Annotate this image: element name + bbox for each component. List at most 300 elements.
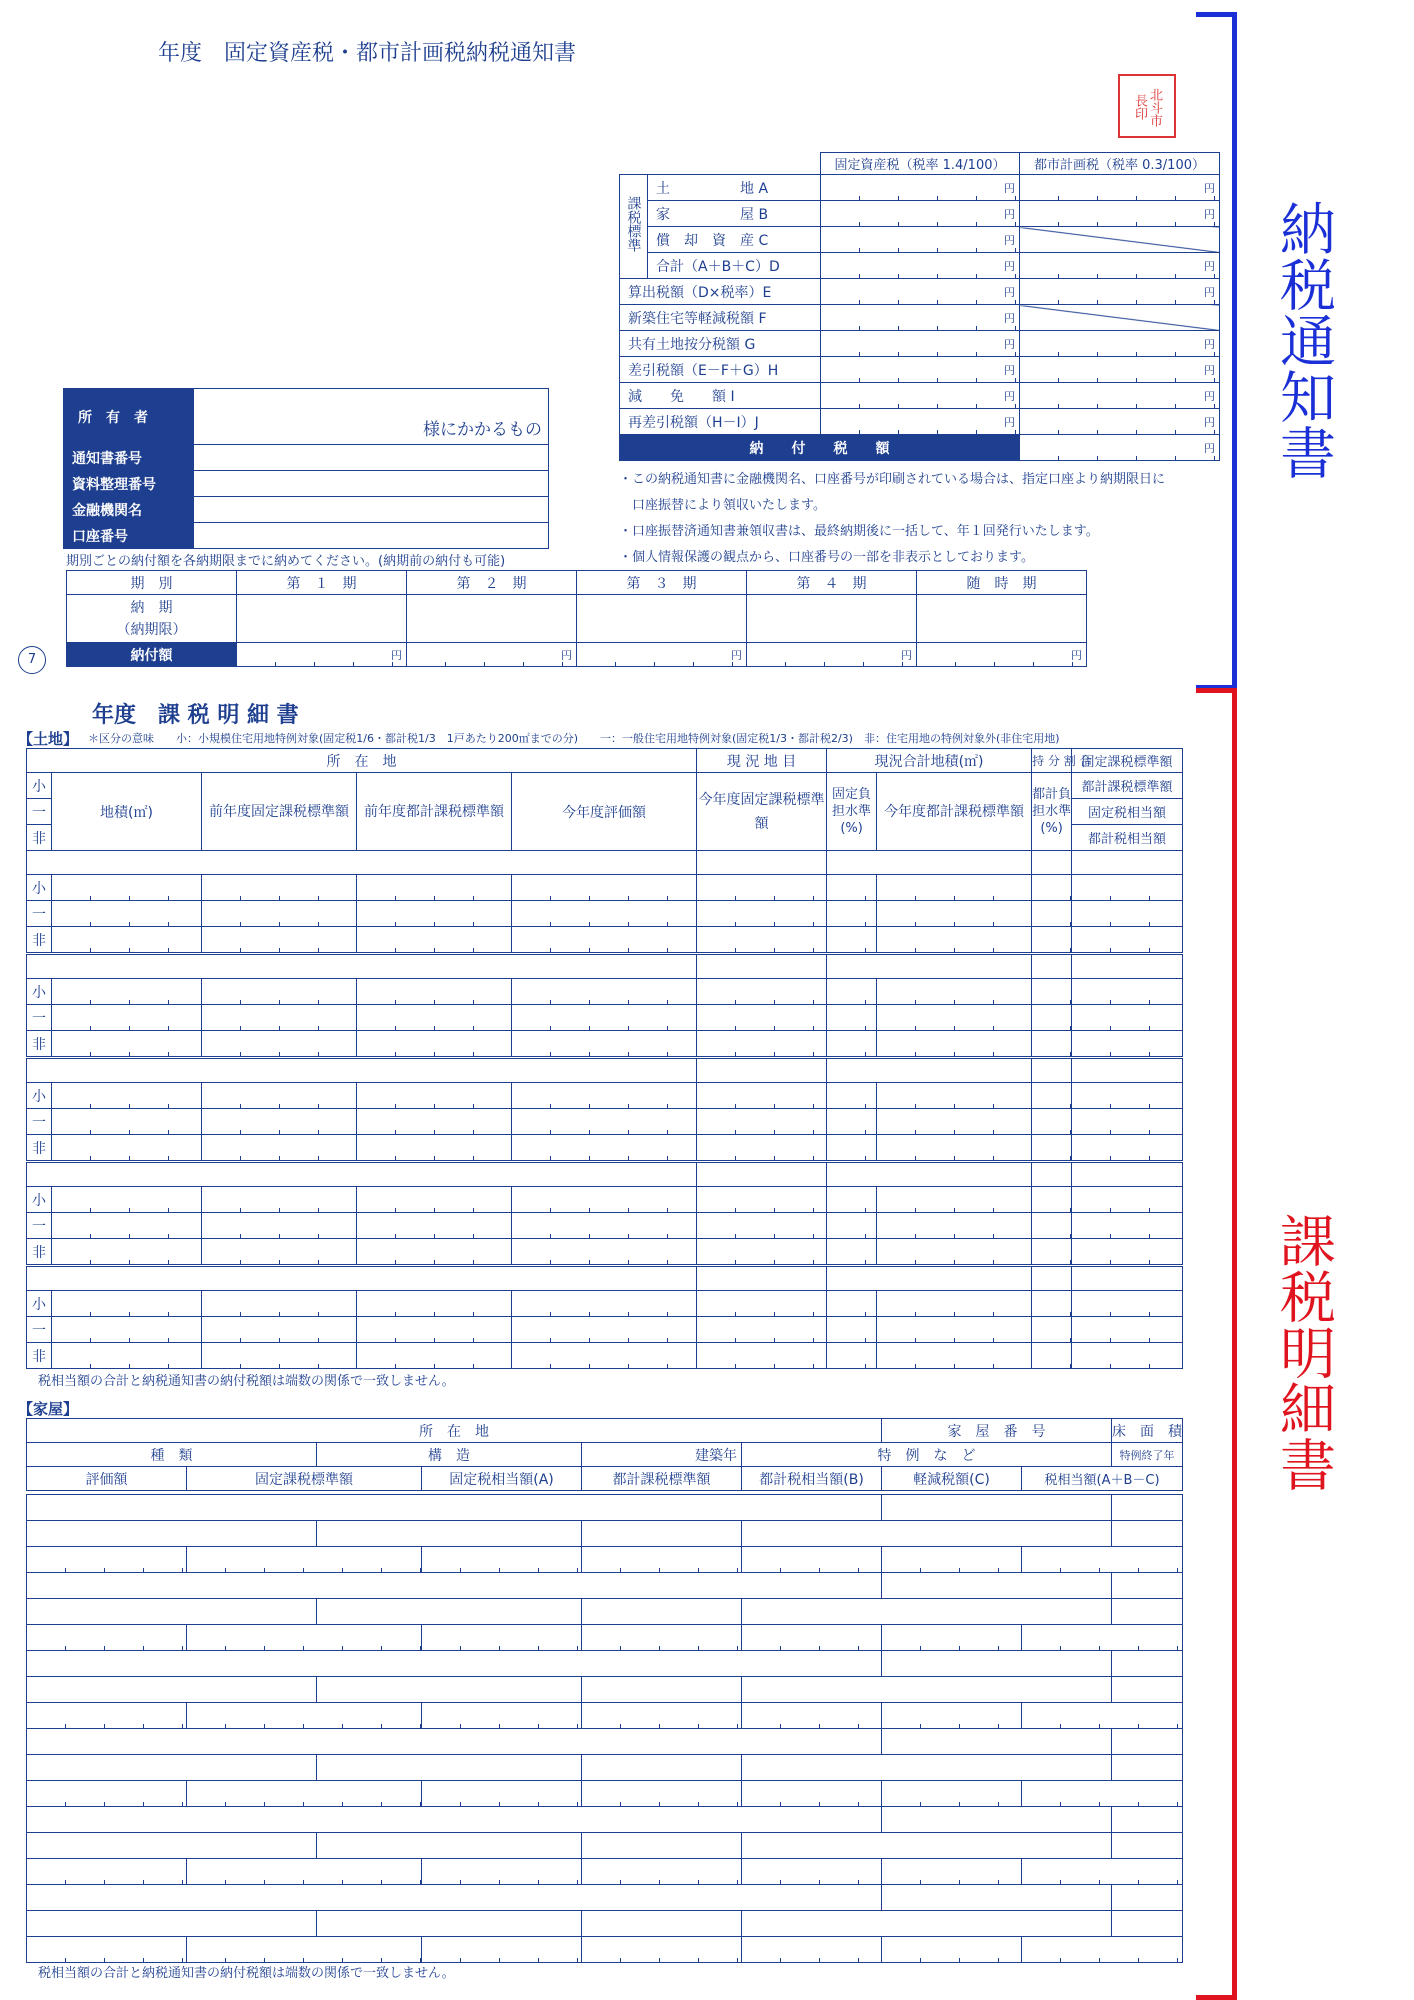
land-value-cell: [1072, 927, 1183, 953]
land-value-cell: [512, 1239, 697, 1265]
land-value-cell: [202, 1239, 357, 1265]
house-head-type: 種 類: [27, 1443, 317, 1467]
fixed-f: 円: [821, 305, 1020, 331]
house-record: [26, 1572, 1183, 1651]
house-head-number: 家 屋 番 号: [882, 1419, 1112, 1443]
house-fixed-base-cell: [187, 1937, 422, 1963]
fixed-a: 円: [821, 175, 1020, 201]
house-number-cell: [882, 1651, 1112, 1677]
land-value-cell: [697, 1031, 827, 1057]
fixed-j: 円: [821, 409, 1020, 435]
land-value-cell: [1032, 1109, 1072, 1135]
house-location-cell: [27, 1729, 882, 1755]
land-value-cell: [877, 1109, 1032, 1135]
house-reduction-cell: [882, 1703, 1022, 1729]
house-floor-cell: [1112, 1729, 1183, 1755]
house-valuation-cell: [27, 1703, 187, 1729]
land-value-cell: [877, 1239, 1032, 1265]
house-location-cell: [27, 1651, 882, 1677]
tax-base-group-text: 課税標準: [625, 196, 642, 252]
land-head-prev-fixed: [202, 773, 357, 851]
house-head-city-base: 都計課税標準額: [582, 1467, 742, 1491]
land-mark-non: 非: [27, 825, 52, 851]
house-location-cell: [27, 1807, 882, 1833]
house-reduction-cell: [882, 1937, 1022, 1963]
seal-text: 北斗市長印: [1132, 87, 1162, 127]
house-record: [26, 1728, 1183, 1807]
house-head-fixed-tax: 固定税相当額(A): [422, 1467, 582, 1491]
land-value-cell: [1032, 1343, 1072, 1369]
land-value-cell: [52, 1135, 202, 1161]
row-label-b: 家 屋 B: [648, 201, 821, 227]
land-value-cell: [357, 1213, 512, 1239]
land-category-cell: [697, 1267, 827, 1291]
house-fixed-base-cell: [187, 1547, 422, 1573]
house-type-cell: [27, 1599, 317, 1625]
land-value-cell: [1072, 1317, 1183, 1343]
land-value-cell: [202, 1213, 357, 1239]
land-value-cell: [512, 927, 697, 953]
fixed-g: 円: [821, 331, 1020, 357]
land-mark: 一: [27, 1317, 52, 1343]
land-value-cell: [827, 1317, 877, 1343]
house-city-base-cell: [582, 1703, 742, 1729]
house-total-cell: [1022, 1781, 1183, 1807]
land-value-cell: [827, 1135, 877, 1161]
land-value-cell: [1072, 1187, 1183, 1213]
land-value-cell: [697, 1005, 827, 1031]
house-total-cell: [1022, 1625, 1183, 1651]
land-mark: 小: [27, 1083, 52, 1109]
land-mark: 非: [27, 1239, 52, 1265]
land-value-cell: [1032, 979, 1072, 1005]
fixed-d: 円: [821, 253, 1020, 279]
house-reduction-cell: [882, 1859, 1022, 1885]
city-j: 円: [1020, 409, 1220, 435]
house-floor-cell: [1112, 1651, 1183, 1677]
land-value-cell: [1032, 1083, 1072, 1109]
land-value-cell: [512, 1187, 697, 1213]
owner-value: [194, 389, 549, 445]
due-1: [237, 595, 407, 643]
page-number-text: 7: [27, 652, 37, 667]
land-value-cell: [52, 1083, 202, 1109]
land-value-cell: [202, 901, 357, 927]
land-share-cell: [1032, 1059, 1072, 1083]
house-head-fixed-base: 固定課税標準額: [187, 1467, 422, 1491]
land-value-cell: [357, 1291, 512, 1317]
house-city-base-cell: [582, 1547, 742, 1573]
col-fixed-tax: 固定資産税（税率 1.4/100）: [821, 153, 1020, 175]
house-valuation-cell: [27, 1937, 187, 1963]
house-valuation-cell: [27, 1625, 187, 1651]
land-value-cell: [827, 1083, 877, 1109]
due-2: [407, 595, 577, 643]
land-category-cell: [697, 1163, 827, 1187]
land-value-cell: [877, 927, 1032, 953]
house-head-location: 所 在 地: [27, 1419, 882, 1443]
house-structure-cell: [317, 1833, 582, 1859]
period-2: 第 ２ 期: [407, 571, 577, 595]
row-label-a: 土 地 A: [648, 175, 821, 201]
land-head-prev-city-text: 前年度都計課税標準額: [364, 803, 504, 820]
house-special-cell: [742, 1599, 1112, 1625]
land-location-cell: [27, 1163, 697, 1187]
land-value-cell: [1072, 1109, 1183, 1135]
land-value-cell: [827, 901, 877, 927]
land-value-cell: [1072, 1239, 1183, 1265]
amount-2: 円: [407, 643, 577, 667]
land-head-location: 所 在 地: [27, 749, 697, 773]
col-city-tax: 都市計画税（税率 0.3/100）: [1020, 153, 1220, 175]
land-value-cell: [512, 1109, 697, 1135]
house-head-structure: 構 造: [317, 1443, 582, 1467]
land-head-right-3: 都計税相当額: [1072, 825, 1183, 851]
land-value-cell: [827, 1109, 877, 1135]
land-value-cell: [52, 875, 202, 901]
land-value-cell: [202, 1083, 357, 1109]
land-right-cell: [1072, 851, 1183, 875]
land-category-cell: [697, 1059, 827, 1083]
fixed-b: 円: [821, 201, 1020, 227]
land-mark: 非: [27, 1343, 52, 1369]
land-record: [26, 1058, 1183, 1161]
detail-title: 年度 課 税 明 細 書: [92, 703, 299, 728]
land-value-cell: [877, 1031, 1032, 1057]
land-value-cell: [202, 1031, 357, 1057]
land-mark: 一: [27, 1005, 52, 1031]
house-structure-cell: [317, 1521, 582, 1547]
house-location-cell: [27, 1495, 882, 1521]
land-right-cell: [1072, 1163, 1183, 1187]
house-special-end-cell: [1112, 1521, 1183, 1547]
land-value-cell: [202, 979, 357, 1005]
fixed-c: 円: [821, 227, 1020, 253]
house-special-cell: [742, 1833, 1112, 1859]
house-structure-cell: [317, 1599, 582, 1625]
land-value-cell: [827, 979, 877, 1005]
due-label-1: 納 期: [130, 599, 173, 616]
tax-base-group-label: [620, 175, 648, 279]
land-value-cell: [357, 1083, 512, 1109]
house-year-cell: [582, 1521, 742, 1547]
notice-title: 年度 固定資産税・都市計画税納税通知書: [158, 41, 577, 66]
notice-bracket: [1196, 12, 1237, 690]
land-value-cell: [697, 1135, 827, 1161]
period-table: [66, 570, 1087, 667]
house-number-cell: [882, 1885, 1112, 1911]
land-share-cell: [1032, 955, 1072, 979]
house-city-base-cell: [582, 1625, 742, 1651]
house-structure-cell: [317, 1755, 582, 1781]
house-fixed-base-cell: [187, 1781, 422, 1807]
row-label-d: 合計（A＋B＋C）D: [648, 253, 821, 279]
house-special-cell: [742, 1755, 1112, 1781]
land-value-cell: [877, 1005, 1032, 1031]
record-number-label: 資料整理番号: [64, 471, 194, 497]
detail-label: [1268, 1212, 1338, 1505]
land-value-cell: [202, 1187, 357, 1213]
land-value-cell: [202, 1317, 357, 1343]
house-type-cell: [27, 1521, 317, 1547]
land-value-cell: [827, 927, 877, 953]
house-reduction-cell: [882, 1781, 1022, 1807]
land-value-cell: [697, 875, 827, 901]
land-value-cell: [1072, 1031, 1183, 1057]
land-value-cell: [202, 1135, 357, 1161]
payment-amount: 円: [1020, 435, 1220, 461]
land-value-cell: [877, 901, 1032, 927]
city-h: 円: [1020, 357, 1220, 383]
house-valuation-cell: [27, 1781, 187, 1807]
house-head-year: 建築年: [582, 1443, 742, 1467]
land-total-area-cell: [827, 851, 1032, 875]
house-special-end-cell: [1112, 1755, 1183, 1781]
land-value-cell: [512, 1343, 697, 1369]
land-value-cell: [512, 1031, 697, 1057]
land-total-area-cell: [827, 1163, 1032, 1187]
amount-1: 円: [237, 643, 407, 667]
land-value-cell: [1032, 1187, 1072, 1213]
house-head-special: 特 例 な ど: [742, 1443, 1112, 1467]
land-category-cell: [697, 955, 827, 979]
land-value-cell: [697, 1343, 827, 1369]
house-year-cell: [582, 1755, 742, 1781]
land-mark: 非: [27, 927, 52, 953]
land-value-cell: [827, 875, 877, 901]
land-value-cell: [1072, 1083, 1183, 1109]
land-head-share: 持 分 割 合: [1032, 749, 1072, 773]
land-header: [26, 748, 1183, 851]
detail-label-text: 課税明細書: [1271, 1212, 1336, 1492]
land-value-cell: [827, 1031, 877, 1057]
land-value-cell: [202, 927, 357, 953]
land-value-cell: [202, 875, 357, 901]
city-e: 円: [1020, 279, 1220, 305]
house-fixed-base-cell: [187, 1859, 422, 1885]
land-record: [26, 1266, 1183, 1369]
land-head-right-1: 都計課税標準額: [1072, 773, 1183, 799]
land-value-cell: [877, 1187, 1032, 1213]
land-value-cell: [512, 1005, 697, 1031]
bank-name-label: 金融機関名: [64, 497, 194, 523]
land-total-area-cell: [827, 1059, 1032, 1083]
land-value-cell: [52, 1213, 202, 1239]
land-value-cell: [52, 927, 202, 953]
land-value-cell: [52, 1031, 202, 1057]
land-value-cell: [877, 1083, 1032, 1109]
land-value-cell: [827, 1343, 877, 1369]
house-fixed-tax-cell: [422, 1781, 582, 1807]
land-value-cell: [357, 1005, 512, 1031]
land-head-right-2: 固定税相当額: [1072, 799, 1183, 825]
house-special-end-cell: [1112, 1911, 1183, 1937]
amount-label: 納付額: [67, 643, 237, 667]
land-value-cell: [697, 1213, 827, 1239]
land-value-cell: [52, 1109, 202, 1135]
house-structure-cell: [317, 1911, 582, 1937]
house-type-cell: [27, 1833, 317, 1859]
land-value-cell: [512, 1135, 697, 1161]
row-label-g: 共有土地按分税額 G: [620, 331, 821, 357]
land-total-area-cell: [827, 955, 1032, 979]
land-value-cell: [1072, 1213, 1183, 1239]
house-special-end-cell: [1112, 1677, 1183, 1703]
land-value-cell: [1072, 1291, 1183, 1317]
house-special-cell: [742, 1677, 1112, 1703]
land-mark: 小: [27, 1291, 52, 1317]
house-valuation-cell: [27, 1547, 187, 1573]
amount-3: 円: [577, 643, 747, 667]
land-right-cell: [1072, 955, 1183, 979]
house-location-cell: [27, 1573, 882, 1599]
land-value-cell: [52, 901, 202, 927]
land-head-total-area: 現況合計地積(㎡): [827, 749, 1032, 773]
city-b: 円: [1020, 201, 1220, 227]
house-fixed-base-cell: [187, 1703, 422, 1729]
land-value-cell: [52, 979, 202, 1005]
land-value-cell: [827, 1291, 877, 1317]
account-number-value: [194, 523, 549, 549]
house-head-valuation: 評価額: [27, 1467, 187, 1491]
land-mark: 小: [27, 979, 52, 1005]
land-value-cell: [1072, 901, 1183, 927]
period-4: 第 ４ 期: [747, 571, 917, 595]
note-2: ・口座振替済通知書兼領収書は、最終納期後に一括して、年１回発行いたします。: [619, 524, 1099, 539]
land-footnote: 税相当額の合計と納税通知書の納付税額は端数の関係で一致しません。: [38, 1374, 455, 1389]
house-head-reduction: 軽減税額(C): [882, 1467, 1022, 1491]
house-fixed-tax-cell: [422, 1547, 582, 1573]
land-value-cell: [697, 1317, 827, 1343]
house-city-tax-cell: [742, 1703, 882, 1729]
land-value-cell: [1032, 1135, 1072, 1161]
house-floor-cell: [1112, 1885, 1183, 1911]
row-label-i: 減 免 額 I: [620, 383, 821, 409]
land-total-area-cell: [827, 1267, 1032, 1291]
land-value-cell: [52, 1343, 202, 1369]
house-year-cell: [582, 1911, 742, 1937]
land-head-cur-fixed: [697, 773, 827, 851]
land-head-valuation: 今年度評価額: [512, 773, 697, 851]
house-fixed-tax-cell: [422, 1937, 582, 1963]
account-number-label: 口座番号: [64, 523, 194, 549]
due-3: [577, 595, 747, 643]
bank-name-value: [194, 497, 549, 523]
land-value-cell: [512, 901, 697, 927]
period-adhoc: 随 時 期: [917, 571, 1087, 595]
house-year-cell: [582, 1833, 742, 1859]
land-share-cell: [1032, 1163, 1072, 1187]
house-head-total: 税相当額(A＋B－C): [1022, 1467, 1183, 1491]
fixed-e: 円: [821, 279, 1020, 305]
land-location-cell: [27, 1059, 697, 1083]
house-number-cell: [882, 1573, 1112, 1599]
land-mark-general: 一: [27, 799, 52, 825]
land-value-cell: [877, 1317, 1032, 1343]
land-record: [26, 954, 1183, 1057]
land-value-cell: [1032, 1213, 1072, 1239]
city-f-na: [1020, 305, 1220, 331]
land-value-cell: [357, 1109, 512, 1135]
house-header: [26, 1418, 1183, 1491]
land-value-cell: [697, 979, 827, 1005]
land-legend: ＊区分の意味 小：小規模住宅用地特例対象(固定税1/6・都計税1/3 1戸あたり200㎡までの分) 一：一般住宅用地特例対象(固定税1/3・都計税2/3) 非：住宅用地の特例対象外(非住宅用地): [88, 732, 1060, 745]
house-special-cell: [742, 1521, 1112, 1547]
land-value-cell: [202, 1109, 357, 1135]
land-value-cell: [357, 927, 512, 953]
land-value-cell: [877, 1135, 1032, 1161]
land-location-cell: [27, 955, 697, 979]
note-1: ・この納税通知書に金融機関名、口座番号が印刷されている場合は、指定口座より納期限日に: [619, 472, 1166, 487]
land-value-cell: [877, 1291, 1032, 1317]
row-label-f: 新築住宅等軽減税額 F: [620, 305, 821, 331]
land-value-cell: [1032, 875, 1072, 901]
land-share-cell: [1032, 1267, 1072, 1291]
land-record: [26, 1162, 1183, 1265]
land-value-cell: [357, 875, 512, 901]
house-reduction-cell: [882, 1547, 1022, 1573]
due-label-2: （納期限）: [116, 621, 187, 638]
land-head-prev-fixed-text: 前年度固定課税標準額: [209, 803, 349, 820]
tax-table: [619, 152, 1220, 461]
land-value-cell: [512, 1213, 697, 1239]
house-floor-cell: [1112, 1495, 1183, 1521]
house-number-cell: [882, 1495, 1112, 1521]
land-value-cell: [1032, 927, 1072, 953]
land-mark: 一: [27, 901, 52, 927]
land-value-cell: [877, 875, 1032, 901]
land-value-cell: [1032, 1317, 1072, 1343]
land-record: [26, 850, 1183, 953]
land-head-cur-fixed-text: 今年度固定課税標準額: [698, 791, 825, 832]
payment-amount-label: 納 付 税 額: [620, 435, 1020, 461]
land-mark-small: 小: [27, 773, 52, 799]
city-d: 円: [1020, 253, 1220, 279]
land-value-cell: [512, 875, 697, 901]
house-record: [26, 1806, 1183, 1885]
land-head-fixed-burden-text: 固定負担水準(%): [832, 787, 872, 836]
house-head-special-end: 特例終了年: [1112, 1443, 1183, 1467]
house-fixed-tax-cell: [422, 1859, 582, 1885]
land-value-cell: [1072, 875, 1183, 901]
due-adhoc: [917, 595, 1087, 643]
land-value-cell: [827, 1239, 877, 1265]
house-floor-cell: [1112, 1807, 1183, 1833]
land-head-category: 現 況 地 目: [697, 749, 827, 773]
house-city-tax-cell: [742, 1781, 882, 1807]
land-value-cell: [697, 901, 827, 927]
land-mark: 一: [27, 1109, 52, 1135]
land-value-cell: [1032, 1291, 1072, 1317]
house-city-tax-cell: [742, 1625, 882, 1651]
city-seal: [1118, 74, 1176, 138]
house-head-floor: 床 面 積: [1112, 1419, 1183, 1443]
city-a: 円: [1020, 175, 1220, 201]
house-city-tax-cell: [742, 1937, 882, 1963]
land-value-cell: [52, 1005, 202, 1031]
house-city-base-cell: [582, 1937, 742, 1963]
house-year-cell: [582, 1599, 742, 1625]
land-mark: 非: [27, 1031, 52, 1057]
notice-label-text: 納税通知書: [1271, 200, 1336, 480]
row-label-h: 差引税額（E－F＋G）H: [620, 357, 821, 383]
land-value-cell: [1072, 1343, 1183, 1369]
land-value-cell: [52, 1239, 202, 1265]
house-head-city-tax: 都計税相当額(B): [742, 1467, 882, 1491]
land-value-cell: [357, 1031, 512, 1057]
land-head-city-burden: [1032, 773, 1072, 851]
house-total-cell: [1022, 1703, 1183, 1729]
